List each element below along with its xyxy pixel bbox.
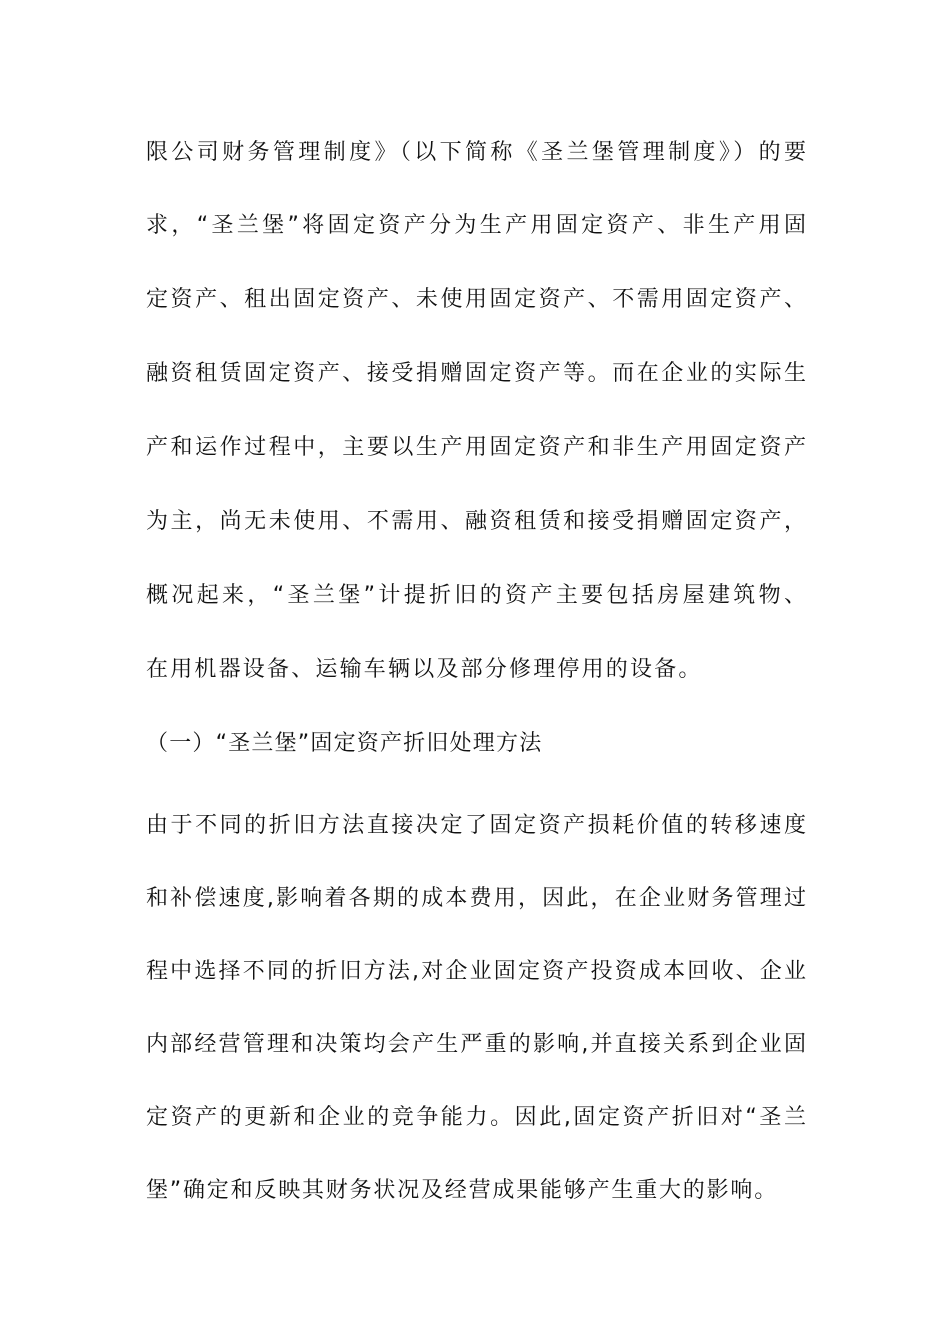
paragraph-line: 定资产、租出固定资产、未使用固定资产、不需用固定资产、	[146, 287, 806, 312]
paragraph-line: 概况起来，“圣兰堡”计提折旧的资产主要包括房屋建筑物、	[146, 583, 806, 608]
paragraph-line: 为主，尚无未使用、不需用、融资租赁和接受捐赠固定资产，	[146, 509, 806, 534]
paragraph-line: 定资产的更新和企业的竞争能力。因此,固定资产折旧对“圣兰	[146, 1105, 806, 1130]
paragraph-line: 产和运作过程中，主要以生产用固定资产和非生产用固定资产	[146, 435, 806, 460]
paragraph-line: 内部经营管理和决策均会产生严重的影响,并直接关系到企业固	[146, 1032, 806, 1057]
paragraph-line: 融资租赁固定资产、接受捐赠固定资产等。而在企业的实际生	[146, 361, 806, 386]
paragraph-line: 限公司财务管理制度》（以下简称《圣兰堡管理制度》）的要	[146, 140, 806, 165]
paragraph-line: 由于不同的折旧方法直接决定了固定资产损耗价值的转移速度	[146, 813, 806, 838]
paragraph-line: 程中选择不同的折旧方法,对企业固定资产投资成本回收、企业	[146, 959, 806, 984]
paragraph-line: 在用机器设备、运输车辆以及部分修理停用的设备。	[146, 657, 703, 682]
paragraph-line: 和补偿速度,影响着各期的成本费用，因此，在企业财务管理过	[146, 886, 806, 911]
paragraph-line: 求，“圣兰堡”将固定资产分为生产用固定资产、非生产用固	[146, 213, 806, 238]
paragraph-line: 堡”确定和反映其财务状况及经营成果能够产生重大的影响。	[146, 1178, 778, 1203]
section-heading: （一）“圣兰堡”固定资产折旧处理方法	[146, 731, 543, 756]
